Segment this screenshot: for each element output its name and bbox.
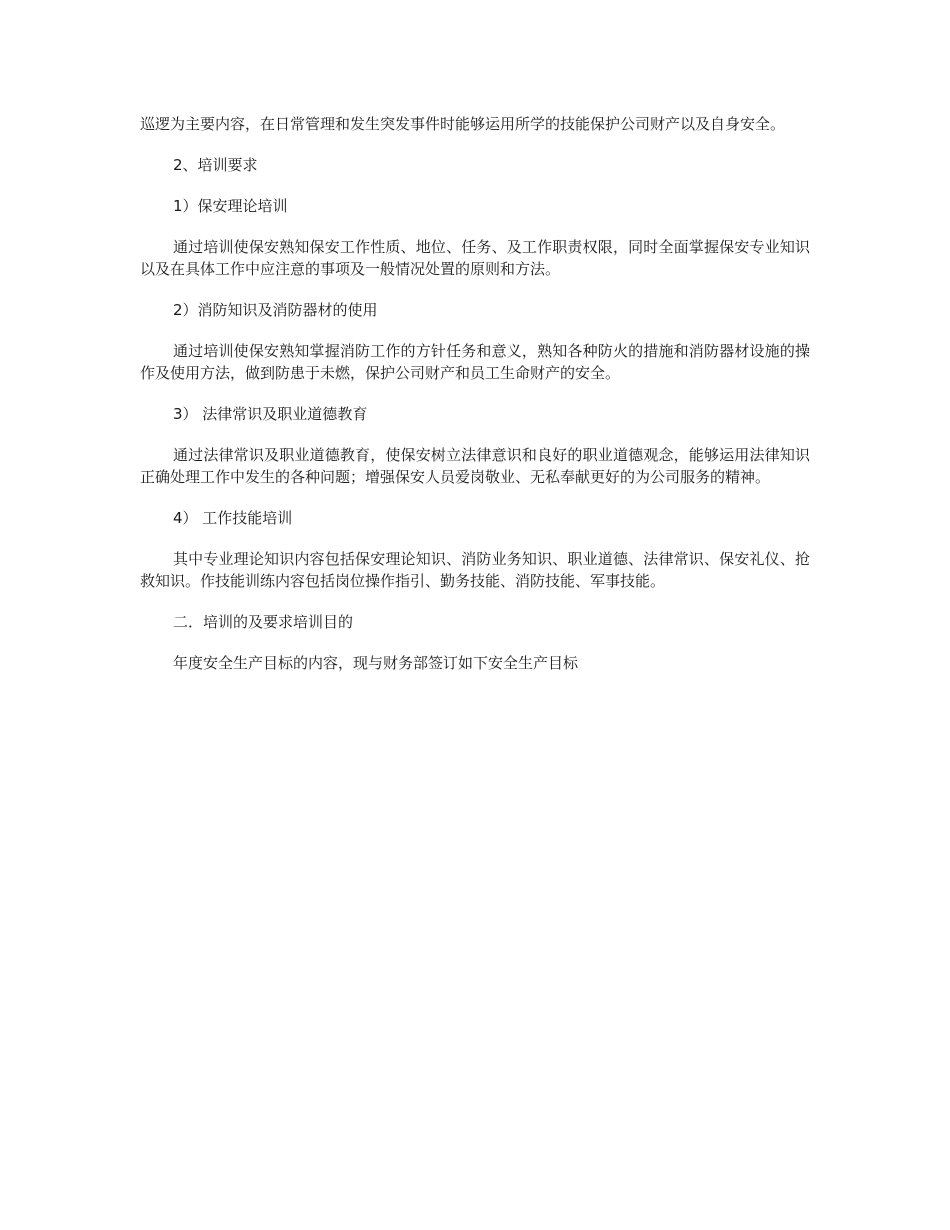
paragraph-legal-ethics: 通过法律常识及职业道德教育，使保安树立法律意识和良好的职业道德观念，能够运用法律知识正确处理工作中发生的各种问题；增强保安人员爱岗敬业、无私奉献更好的为公司服务的精神。: [140, 446, 810, 486]
section-heading-training-requirements: 2、培训要求: [173, 156, 258, 174]
paragraph-safety-goals: 年度安全生产目标的内容，现与财务部签订如下安全生产目标: [173, 654, 579, 672]
paragraph-fire-knowledge: 通过培训使保安熟知掌握消防工作的方针任务和意义，熟知各种防火的措施和消防器材设施的操作及使用方法，做到防患于未燃，保护公司财产和员工生命财产的安全。: [140, 342, 810, 382]
section-heading-training-goals: 二．培训的及要求培训目的: [173, 613, 354, 631]
subheading-legal-ethics: 3） 法律常识及职业道德教育: [173, 405, 368, 423]
paragraph-security-theory: 通过培训使保安熟知保安工作性质、地位、任务、及工作职责权限，同时全面掌握保安专业知识以及在具体工作中应注意的事项及一般情况处置的原则和方法。: [140, 238, 810, 278]
subheading-work-skills: 4） 工作技能培训: [173, 509, 293, 527]
document-body: [140, 113, 810, 693]
subheading-security-theory-training: 1）保安理论培训: [173, 197, 288, 215]
paragraph-work-skills: 其中专业理论知识内容包括保安理论知识、消防业务知识、职业道德、法律常识、保安礼仪、抢救知识。作技能训练内容包括岗位操作指引、勤务技能、消防技能、军事技能。: [140, 550, 810, 590]
paragraph-continuation: 巡逻为主要内容，在日常管理和发生突发事件时能够运用所学的技能保护公司财产以及自身安全。: [140, 115, 786, 133]
subheading-fire-knowledge: 2）消防知识及消防器材的使用: [173, 301, 378, 319]
